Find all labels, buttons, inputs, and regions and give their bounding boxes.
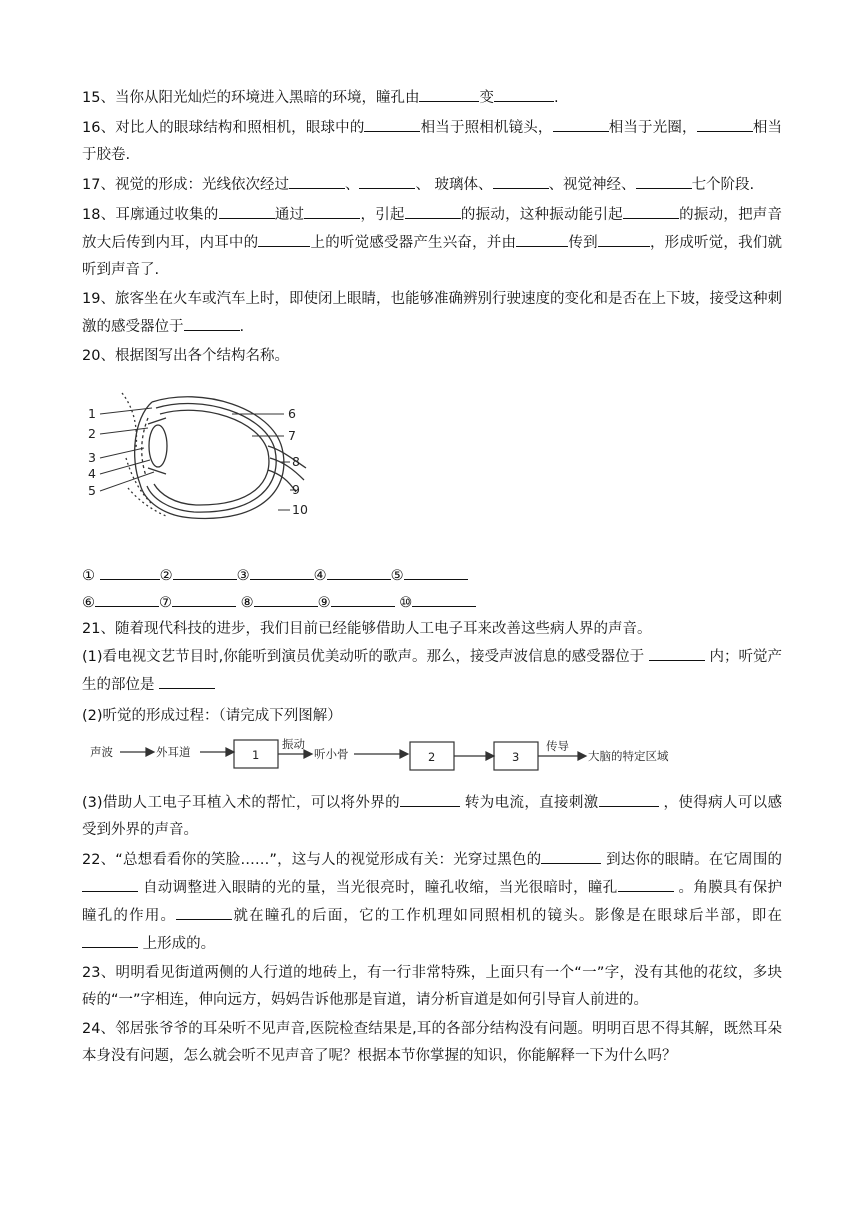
eye-label: 8 [292, 454, 300, 469]
answer-blank[interactable] [172, 589, 236, 607]
questions-bottom [82, 789, 782, 1070]
question-18: 18、耳廓通过收集的 通过 ，引起 的振动，这种振动能引起 的振动，把声音放大后传到内耳，内耳中的 上的听觉感受器产生兴奋，并由 传到 ，形成听觉，我们就听到声音了. [82, 201, 782, 284]
answer-blank[interactable] [359, 171, 415, 189]
eye-label: 2 [88, 426, 96, 441]
answer-blank[interactable] [598, 229, 650, 247]
answer-blank[interactable] [494, 84, 554, 102]
question-24: 24、邻居张爷爷的耳朵听不见声音,医院检查结果是,耳的各部分结构没有问题。明明百思不得其解，既然耳朵本身没有问题，怎么就会听不见声音了呢？根据本节你掌握的知识，你能解释一下为什么吗？ [82, 1021, 782, 1064]
answer-blank[interactable] [250, 562, 314, 580]
question-21-part2: (2)听觉的形成过程：（请完成下列图解） [82, 708, 342, 724]
answer-blank[interactable] [82, 930, 138, 948]
answer-blank[interactable] [599, 789, 659, 807]
answer-blank[interactable] [159, 671, 215, 689]
answer-blank[interactable] [419, 84, 479, 102]
answer-blank[interactable] [405, 201, 461, 219]
answer-row-1: ① ② ③ ④ ⑤ [82, 562, 468, 584]
question-15: 15、当你从阳光灿烂的环境进入黑暗的环境，瞳孔由 变 . [82, 84, 782, 112]
answer-blank[interactable] [553, 114, 609, 132]
eye-label: 4 [88, 466, 96, 481]
flow-brain: 大脑的特定区域 [588, 749, 669, 763]
eye-label: 7 [288, 428, 296, 443]
answer-blank[interactable] [400, 789, 460, 807]
answer-row-2: ⑥ ⑦ ⑧ ⑨ ⑩ [82, 589, 476, 611]
answer-blank[interactable] [173, 562, 237, 580]
flow-canal: 外耳道 [156, 745, 191, 759]
answer-blank[interactable] [304, 201, 360, 219]
answer-blank[interactable] [95, 589, 159, 607]
answer-blank[interactable] [636, 171, 692, 189]
flow-sound: 声波 [90, 745, 113, 759]
question-20-title: 20、根据图写出各个结构名称。 [82, 348, 289, 364]
answer-blank[interactable] [100, 562, 160, 580]
answer-blank[interactable] [404, 562, 468, 580]
flow-ossicles: 听小骨 [314, 747, 349, 761]
answer-blank[interactable] [493, 171, 549, 189]
eye-label: 1 [88, 406, 96, 421]
answer-blank[interactable] [82, 874, 138, 892]
flow-conduct: 传导 [546, 739, 569, 753]
flow-box-1: 1 [252, 748, 260, 762]
answer-blank[interactable] [412, 589, 476, 607]
flow-box-3: 3 [512, 750, 520, 764]
answer-blank[interactable] [258, 229, 310, 247]
question-16: 16、对比人的眼球结构和照相机，眼球中的 相当于照相机镜头， 相当于光圈， 相当于胶卷. [82, 114, 782, 169]
eye-diagram [82, 388, 332, 528]
answer-blank[interactable] [331, 589, 395, 607]
answer-blank[interactable] [176, 902, 232, 920]
answer-blank[interactable] [184, 313, 240, 331]
answer-blank[interactable] [364, 114, 420, 132]
answer-blank[interactable] [618, 874, 674, 892]
answer-blank[interactable] [516, 229, 568, 247]
answer-blank[interactable] [327, 562, 391, 580]
question-21 [82, 616, 782, 730]
answer-blank[interactable] [649, 643, 705, 661]
question-19: 19、旅客坐在火车或汽车上时，即使闭上眼睛，也能够准确辨别行驶速度的变化和是否在上下坡，接受这种刺激的感受器位于 . [82, 291, 782, 335]
answer-blank[interactable] [697, 114, 753, 132]
eye-label: 5 [88, 483, 96, 498]
questions-top [82, 84, 782, 370]
question-21-part1: (1)看电视文艺节目时,你能听到演员优美动听的歌声。那么，接受声波信息的感受器位于 内；听觉产生的部位是 [82, 643, 782, 699]
flow-box-2: 2 [428, 750, 436, 764]
eye-label: 9 [292, 482, 300, 497]
question-23: 23、明明看见街道两侧的人行道的地砖上，有一行非常特殊，上面只有一个“一”字，没有其他的花纹，多块砖的“一”字相连，伸向远方，妈妈告诉他那是盲道，请分析盲道是如何引导盲人前进的。 [82, 965, 782, 1008]
flow-vibration: 振动 [282, 737, 305, 751]
hearing-flow-diagram [90, 732, 710, 782]
question-21-part3: (3)借助人工电子耳植入术的帮忙，可以将外界的 转为电流，直接刺激 ，使得病人可以感受到外界的声音。 [82, 789, 782, 844]
question-21-title: 21、随着现代科技的进步，我们目前已经能够借助人工电子耳来改善这些病人界的声音。 [82, 621, 652, 637]
eye-label: 10 [292, 502, 308, 517]
question-17: 17、视觉的形成：光线依次经过 、 、 玻璃体、 、视觉神经、 七个阶段. [82, 171, 782, 199]
answer-blank[interactable] [254, 589, 318, 607]
answer-blank[interactable] [219, 201, 275, 219]
eye-label: 3 [88, 450, 96, 465]
answer-blank[interactable] [623, 201, 679, 219]
question-22: 22、“总想看看你的笑脸……”，这与人的视觉形成有关：光穿过黑色的 到达你的眼睛。在它周围的 自动调整进入眼睛的光的量，当光很亮时，瞳孔收缩，当光很暗时，瞳孔 。角膜具有保护瞳孔的作用。 就在瞳孔的后面，它的工作机理如同照相机的镜头。影像是在眼球后半部，即在 上形成的。 [82, 846, 782, 958]
answer-blank[interactable] [541, 846, 601, 864]
answer-blank[interactable] [289, 171, 345, 189]
eye-label: 6 [288, 406, 296, 421]
